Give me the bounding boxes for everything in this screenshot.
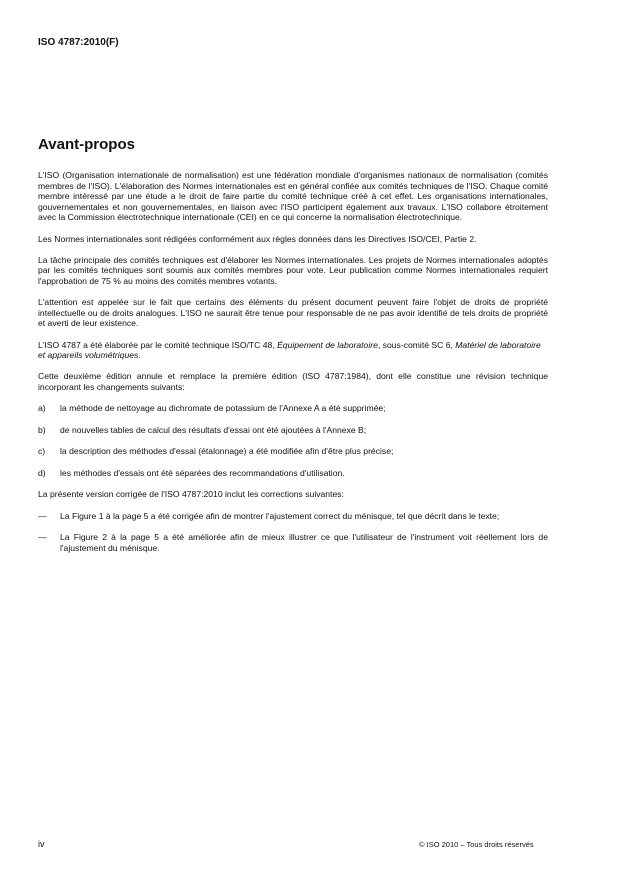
list-item xyxy=(38,468,548,479)
list-text: la méthode de nettoyage au dichromate de potassium de l'Annexe A a été supprimée; xyxy=(60,403,386,414)
list-text: les méthodes d'essais ont été séparées des recommandations d'utilisation. xyxy=(60,467,345,478)
list-text: La Figure 1 à la page 5 a été corrigée afin de montrer l'ajustement correct du ménisque, tel que décrit dans le texte; xyxy=(60,510,500,521)
subcommittee-title: Matériel de laboratoire et appareils volumétriques xyxy=(38,339,541,361)
list-marker: d) xyxy=(38,467,46,478)
text-span: L'ISO 4787 a été élaborée par le comité technique ISO/TC 48, xyxy=(38,339,278,350)
copyright-notice: © ISO 2010 – Tous droits réservés xyxy=(419,840,534,849)
list-marker: a) xyxy=(38,403,46,414)
page-number: iv xyxy=(38,839,45,849)
dash-marker: — xyxy=(38,532,47,543)
list-item xyxy=(38,425,548,436)
list-text: La Figure 2 à la page 5 a été améliorée afin de mieux illustrer ce que l'utilisateur de l'instrument voit réellement lors de l'ajustement du ménisque. xyxy=(60,532,548,553)
list-text: de nouvelles tables de calcul des résultats d'essai ont été ajoutées à l'Annexe B; xyxy=(60,424,367,435)
paragraph xyxy=(38,340,548,361)
list-item xyxy=(38,446,548,457)
committee-title: Équipement de laboratoire xyxy=(277,339,378,350)
list-marker: b) xyxy=(38,424,46,435)
paragraph: Cette deuxième édition annule et remplace la première édition (ISO 4787:1984), dont elle constitue une révision technique incorporant les changements suivants: xyxy=(38,371,548,392)
paragraph: La tâche principale des comités techniques est d'élaborer les Normes internationales. Les projets de Normes internationales adoptés par les comités techniques sont soumis aux comités membres pour vote. Leur publication comme Normes internationales requiert l'approbation de 75 % au moins des comités membres votants. xyxy=(38,254,548,286)
paragraph: Les Normes internationales sont rédigées conformément aux règles données dans les Directives ISO/CEI, Partie 2. xyxy=(38,233,477,244)
foreword-body xyxy=(38,170,548,564)
list-text: la description des méthodes d'essai (étalonnage) a été modifiée afin d'être plus précise; xyxy=(60,446,394,457)
paragraph: L'attention est appelée sur le fait que certains des éléments du présent document peuvent faire l'objet de droits de propriété intellectuelle ou de droits analogues. L'ISO ne saurait être tenue pour responsable de ne pas avoir identifié de tels droits de propriété et averti de leur existence. xyxy=(38,297,548,329)
text-span: , sous-comité SC 6, xyxy=(377,339,456,350)
document-id-header: ISO 4787:2010(F) xyxy=(38,37,119,48)
paragraph: L'ISO (Organisation internationale de normalisation) est une fédération mondiale d'organismes nationaux de normalisation (comités membres de l'ISO). L'élaboration des Normes internationales est en général confiée aux comités techniques de l'ISO. Chaque comité membre intéressé par une étude a le droit de faire partie du comité technique créé à cet effet. Les organisations internationales, gouvernementales et non gouvernementales, en liaison avec l'ISO participent également aux travaux. L'ISO collabore étroitement avec la Commission électrotechnique internationale (CEI) en ce qui concerne la normalisation électrotechnique. xyxy=(38,170,548,223)
text-span: . xyxy=(138,350,141,361)
paragraph: La présente version corrigée de l'ISO 4787:2010 inclut les corrections suivantes: xyxy=(38,489,344,500)
list-item xyxy=(38,532,548,553)
section-title: Avant-propos xyxy=(38,136,135,153)
list-item xyxy=(38,403,548,414)
list-item xyxy=(38,511,548,522)
dash-marker: — xyxy=(38,510,47,521)
list-marker: c) xyxy=(38,446,46,457)
